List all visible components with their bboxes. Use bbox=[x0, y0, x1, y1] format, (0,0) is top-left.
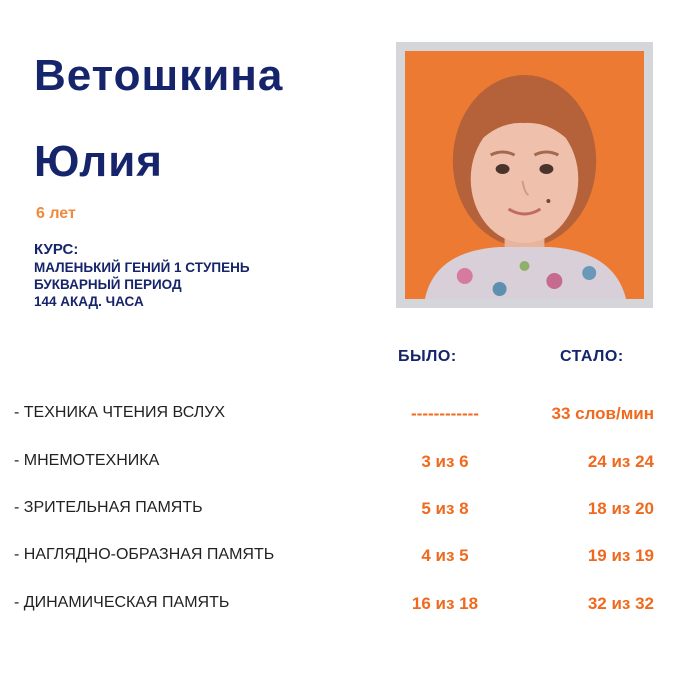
row-after-value: 33 слов/мин bbox=[551, 404, 654, 423]
row-after-value: 32 из 32 bbox=[587, 594, 654, 613]
course-line-period: БУКВАРНЫЙ ПЕРИОД bbox=[34, 277, 182, 292]
portrait-illustration bbox=[405, 51, 644, 299]
student-first-name: Юлия bbox=[34, 137, 163, 186]
row-before-value: 3 из 6 bbox=[421, 452, 469, 471]
course-title: КУРС: bbox=[34, 241, 79, 258]
course-line-name: МАЛЕНЬКИЙ ГЕНИЙ 1 СТУПЕНЬ bbox=[34, 260, 250, 275]
row-before-value: ------------ bbox=[411, 404, 479, 423]
course-line-hours: 144 АКАД. ЧАСА bbox=[34, 294, 144, 309]
row-label: - НАГЛЯДНО-ОБРАЗНАЯ ПАМЯТЬ bbox=[14, 546, 275, 563]
course-info bbox=[34, 240, 250, 310]
row-label: - МНЕМОТЕХНИКА bbox=[14, 452, 160, 469]
row-before-value: 16 из 18 bbox=[411, 594, 479, 613]
row-before-value: 5 из 8 bbox=[421, 499, 469, 518]
row-label: - ДИНАМИЧЕСКАЯ ПАМЯТЬ bbox=[14, 594, 230, 611]
row-after-value: 18 из 20 bbox=[587, 499, 654, 518]
row-label: - ЗРИТЕЛЬНАЯ ПАМЯТЬ bbox=[14, 499, 203, 516]
row-before-value: 4 из 5 bbox=[421, 546, 469, 565]
after-column-header: СТАЛО: bbox=[560, 348, 624, 365]
row-label: - ТЕХНИКА ЧТЕНИЯ ВСЛУХ bbox=[14, 404, 226, 421]
result-row-mnemonics bbox=[0, 452, 680, 476]
result-row-reading bbox=[0, 404, 680, 428]
before-column-header: БЫЛО: bbox=[398, 348, 457, 365]
result-row-dynamic-memory bbox=[0, 594, 680, 618]
child-portrait-icon bbox=[405, 51, 644, 299]
result-row-figurative-memory bbox=[0, 546, 680, 570]
result-row-visual-memory bbox=[0, 499, 680, 523]
photo-frame bbox=[396, 42, 653, 308]
row-after-value: 24 из 24 bbox=[587, 452, 654, 471]
row-after-value: 19 из 19 bbox=[587, 546, 654, 565]
student-surname: Ветошкина bbox=[34, 51, 284, 100]
student-age: 6 лет bbox=[36, 205, 76, 222]
